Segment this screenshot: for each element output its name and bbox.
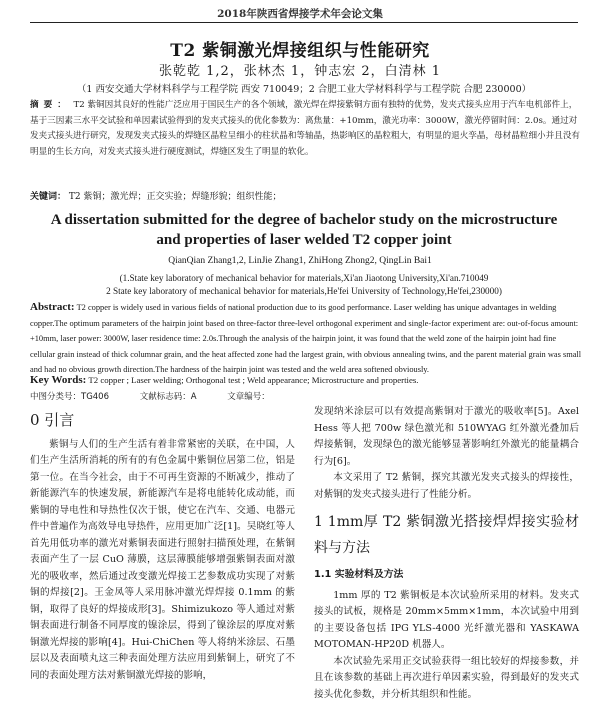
cn-authors: 张乾乾 1,2，张林杰 1，钟志宏 2，白清林 1 <box>158 64 442 79</box>
en-abstract <box>30 300 582 378</box>
section-1-paragraph-1: 1mm 厚的 T2 紫铜板是本次试验所采用的材料。发夹式接头的试板，规格是 20mm×5mm×1mm，本次试验中用到的主要设备包括 IPG YLS-4000 光纤激光器和 YASKAWA MOTOMAN-HP20D 机器人。 <box>314 589 579 650</box>
section-0-paragraph-1: 紫铜与人们的生产生活有着非常紧密的关联，在中国，人们生产生活所消耗的所有的有色金属中紫铜位居第二位，铝是第一位。在当今社会，由于不可再生资源的不断减少，推动了新能源汽车的快速发展，新能源汽车是将电能转化成动能，而紫铜的导电性和导热性仅次于银，使它在汽车、交通、电器元件中普遍作为高效导电导热件，应用更加广泛[1]。吴晓红等人首先用低功率的激光对紫铜表面进行照射扫描预处理，在紫铜表面产生了一层 CuO 薄膜，这层薄膜能够增强紫铜表面对激光的吸收率，然后通过改变激光焊接工艺参数成功实现了对紫铜的焊接[2]。王金凤等人采用脉冲激光焊焊接 0.1mm 的紫铜，取得了良好的焊接成形[3]。Shimizukozo 等人通过对紫铜表面进行制备不同厚度的镍涂层，得到了镍涂层的厚度对紫铜激光焊接的影响[4]。Hui-ChiChen 等人将纳米涂层、石墨层以及表面喷丸这三种表面处理方法应用到紫铜上，研究了不同的表面处理方法对紫铜激光焊接的影响， <box>30 438 295 681</box>
header-rule <box>30 22 578 23</box>
section-1-1-heading: 1.1 实验材料及方法 <box>314 569 404 580</box>
cn-keywords <box>30 189 582 202</box>
classification-codes <box>30 390 582 402</box>
clc-code: 中图分类号：TG406 <box>30 392 110 402</box>
en-title: A dissertation submitted for the degree of bachelor study on the microstructure and properties of laser welded T2 copper joint <box>50 212 558 248</box>
section-1-heading: 1 1mm厚 T2 紫铜激光搭接焊焊接实验材料与方法 <box>314 514 579 556</box>
en-abstract-label: Abstract: <box>30 301 75 313</box>
section-0-paragraph-3: 本文采用了 T2 紫铜，探究其激光发夹式接头的焊接性，对紫铜的发夹式接头进行了性能分析。 <box>314 472 579 500</box>
section-1-paragraph-2: 本次试验先采用正交试验获得一组比较好的焊接参数，并且在该参数的基础上再次进行单因素实验，得到最好的发夹式接头优化参数，并分析其组织和性能。 <box>314 655 579 700</box>
cn-affiliation: （1 西安交通大学材料科学与工程学院 西安 710049；2 合肥工业大学材料科学与工程学院 合肥 230000） <box>76 84 532 95</box>
left-column <box>30 408 295 684</box>
cn-abstract-label: 摘要： <box>30 100 71 110</box>
en-keywords-label: Key Words: <box>30 374 87 386</box>
en-keywords-text: T2 copper ; Laser welding; Orthogonal test ; Weld appearance; Microstructure and properties. <box>88 375 419 385</box>
cn-keywords-label: 关键词： <box>30 192 67 202</box>
right-column <box>314 404 579 703</box>
document-code: 文献标志码：A <box>139 392 197 402</box>
cn-keywords-text: T2 紫铜；激光焊；正交实验；焊缝形貌；组织性能； <box>68 192 282 202</box>
cn-abstract <box>30 98 582 160</box>
en-affiliation-2: 2 State key laboratory of mechanical behavior for materials,He'fei University of Technology,He'fei,230000) <box>106 286 502 296</box>
en-authors: QianQian Zhang1,2, LinJie Zhang1, ZhiHong Zhong2, QingLin Bai1 <box>168 256 432 266</box>
cn-abstract-text: T2 紫铜因其良好的性能广泛应用于国民生产的各个领域，激光焊在焊接紫铜方面有独特的优势，发夹式接头应用于汽车电机部件上，基于三因素三水平交试验和单因素试验得到的发夹式接头的优化参数为：离焦量：+10mm，激光功率：3000W，激光停留时间：2.0s。通过对发夹式接头进行研究，发现发夹式接头的焊缝区晶粒呈细小的柱状晶和等轴晶，热影响区的晶粒粗大，有明显的退火孪晶，母材晶粒细小并且没有明显的生长方向，对发夹式接头进行硬度测试，焊缝区发生了明显的软化。 <box>30 100 581 157</box>
cn-title: T2 紫铜激光焊接组织与性能研究 <box>170 41 430 61</box>
en-abstract-text: T2 copper is widely used in various fields of national production due to its good performance. Laser welding has unique advantages in welding copper.The optimum parameters of the hairpin joint based on three-factor three-level orthogonal experiment and single-factor experiment are: out-of-focus amount: +10mm, laser power: 3000W, laser residence time: 2.0s.Through the analysis of the hairpin joint, it was found that the weld zone of the hairpin joint had fine cellular grain instead of thick columnar grain, and the heat affected zone had the largest grain, with obvious annealing twins, and the parent material grain was small and had no obvious growth direction.The hardness of the hairpin joint was tested and the weld area softened obviously. <box>30 303 582 374</box>
section-0-paragraph-2: 发现纳米涂层可以有效提高紫铜对于激光的吸收率[5]。Axel Hess 等人把 700w 绿色激光和 510WYAG 红外激光叠加后焊接紫铜，发现绿色的激光能够显著影响红外激光的能量耦合行为[6]。 <box>314 406 579 467</box>
section-0-heading: 0 引言 <box>30 411 75 429</box>
article-number: 文章编号： <box>227 392 270 402</box>
running-header: 2018年陕西省焊接学术年会论文集 <box>217 8 383 20</box>
en-affiliation-1: (1.State key laboratory of mechanical behavior for materials,Xi'an Jiaotong University,Xi'an.710049 <box>119 273 489 283</box>
en-keywords <box>30 374 582 386</box>
